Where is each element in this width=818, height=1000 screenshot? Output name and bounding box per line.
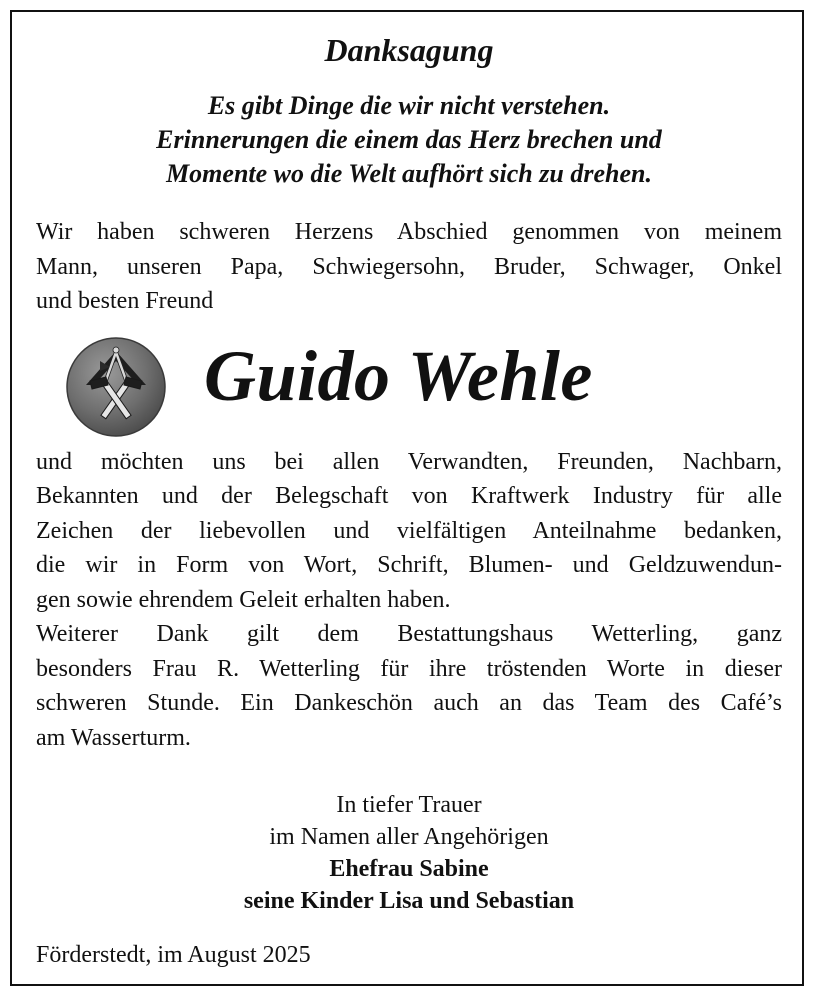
signoff-children: seine Kinder Lisa und Sebastian (243, 888, 575, 914)
name-row (36, 321, 782, 441)
thanks-line: die wir in Form von Wort, Schrift, Blumen- und Geldzuwendun- (36, 552, 782, 578)
roofer-guild-emblem-icon (66, 337, 166, 437)
intro-paragraph (36, 215, 782, 319)
obituary-thanks-notice (36, 26, 782, 971)
thanks-line: schweren Stunde. Ein Dankeschön auch an das Team des Café’s (36, 690, 782, 716)
thanks-paragraph (36, 445, 782, 756)
signoff-line: In tiefer Trauer (336, 792, 482, 818)
thanks-line: und möchten uns bei allen Verwandten, Freunden, Nachbarn, (36, 448, 782, 475)
notice-heading: Danksagung (324, 32, 494, 68)
signoff-spouse: Ehefrau Sabine (329, 856, 489, 882)
intro-line: Mann, unseren Papa, Schwiegersohn, Bruder, Schwager, Onkel (36, 253, 782, 280)
intro-line: und besten Freund (36, 288, 214, 314)
place-and-date: Förderstedt, im August 2025 (36, 942, 311, 968)
thanks-line: am Wasserturm. (36, 724, 191, 751)
thanks-line: besonders Frau R. Wetterling für ihre tröstenden Worte in dieser (36, 655, 782, 682)
motto-line: Es gibt Dinge die wir nicht verstehen. (207, 91, 611, 120)
thanks-line: Zeichen der liebevollen und vielfältigen Anteilnahme bedanken, (36, 517, 782, 544)
motto-verse (36, 89, 782, 191)
motto-line: Momente wo die Welt aufhört sich zu drehen. (166, 159, 652, 188)
thanks-line: Weiterer Dank gilt dem Bestattungshaus Wetterling, ganz (36, 621, 782, 647)
motto-line: Erinnerungen die einem das Herz brechen und (156, 125, 662, 154)
deceased-name: Guido Wehle (204, 335, 593, 416)
signoff-line: im Namen aller Angehörigen (269, 824, 549, 850)
thanks-line: Bekannten und der Belegschaft von Kraftwerk Industry für alle (36, 483, 782, 509)
thanks-line: gen sowie ehrendem Geleit erhalten haben. (36, 586, 451, 613)
signoff-block (36, 789, 782, 917)
intro-line: Wir haben schweren Herzens Abschied genommen von meinem (36, 219, 782, 245)
